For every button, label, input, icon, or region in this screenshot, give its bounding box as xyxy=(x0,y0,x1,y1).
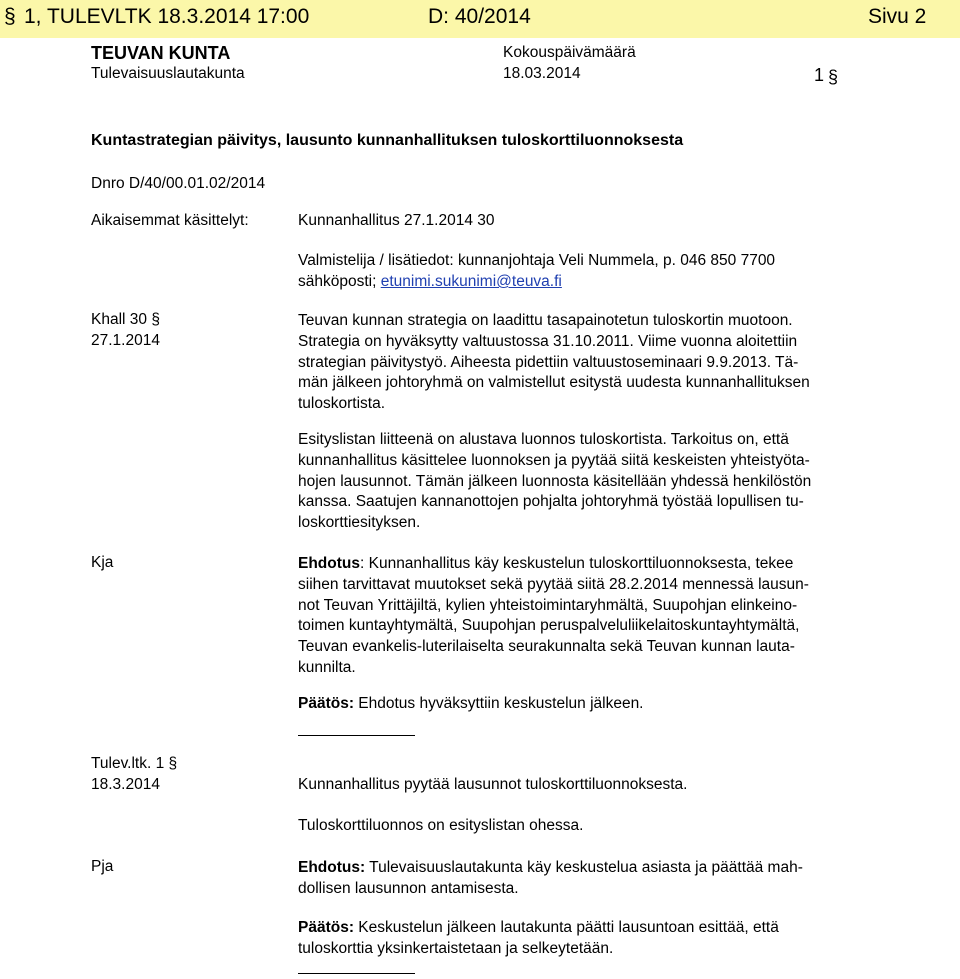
header-doc-number: D: 40/2014 xyxy=(428,5,531,28)
text-line: loskorttiesityksen. xyxy=(298,514,421,532)
text-line: not Teuvan Yrittäjiltä, kylien yhteistoimintaryhmältä, Suupohjan elinkeino- xyxy=(298,596,798,614)
tulevltk-label xyxy=(91,755,177,773)
org-unit: Tulevaisuuslautakunta xyxy=(91,65,245,82)
header-page-number: Sivu 2 xyxy=(868,5,927,28)
proposal-text: Tulevaisuuslautakunta käy keskustelua asiasta ja päättää mah- xyxy=(365,859,803,876)
pja-decision xyxy=(298,918,779,960)
text-line: kunnanhallitus käsittelee luonnoksen ja pyytää siitä keskeisten yhteistyöta- xyxy=(298,451,810,469)
text-line: Teuvan evankelis-luterilaiselta seurakunnalta sekä Teuvan kunnan lauta- xyxy=(298,638,795,656)
decision-label: Päätös: xyxy=(298,919,354,936)
text-line: strategian päivitystyö. Aiheesta pidettiin valtuustoseminaari 9.9.2013. Tä- xyxy=(298,353,799,371)
text-line: män jälkeen johtoryhmä on valmistellut esitystä uudesta kunnanhallituksen xyxy=(298,374,810,392)
header-meeting-text: 1, TULEVLTK 18.3.2014 17:00 xyxy=(24,5,310,28)
pja-proposal xyxy=(298,858,803,900)
pja-label: Pja xyxy=(91,858,114,875)
khall-label-text: Khall 30 xyxy=(91,311,148,328)
text-line xyxy=(298,554,809,575)
section-mark: § xyxy=(168,755,178,772)
kja-decision xyxy=(298,695,644,713)
tulevltk-line-2: Tuloskorttiluonnos on esityslistan ohessa. xyxy=(298,817,584,834)
text-line: hojen lausunnot. Tämän jälkeen luonnosta käsitellään yhdessä henkilöstön xyxy=(298,472,812,490)
proposal-label: Ehdotus xyxy=(298,555,360,572)
proposal-text: : Kunnanhallitus käy keskustelun tuloskorttiluonnoksesta, tekee xyxy=(360,555,794,572)
text-line: tuloskortista. xyxy=(298,395,386,413)
previous-handling-value: Kunnanhallitus 27.1.2014 30 xyxy=(298,212,495,229)
text-line: kanssa. Saatujen kannanottojen pohjalta johtoryhmä työstää lopullisen tu- xyxy=(298,493,804,511)
kja-proposal xyxy=(298,554,809,679)
text-line: Esityslistan liitteenä on alustava luonnos tuloskortista. Tarkoitus on, että xyxy=(298,431,789,448)
section-number: 1 xyxy=(814,65,825,85)
text-line: siihen tarvittavat muutokset sekä pyytää siitä 28.2.2014 mennessä lausun- xyxy=(298,575,809,593)
preparer-line: Valmistelija / lisätiedot: kunnanjohtaja Veli Nummela, p. 046 850 7700 xyxy=(298,252,776,269)
text-line: tuloskorttia yksinkertaistetaan ja selkeytetään. xyxy=(298,939,614,957)
decision-text: Ehdotus hyväksyttiin keskustelun jälkeen. xyxy=(354,695,644,712)
text-line xyxy=(298,918,779,939)
text-line: toimen kuntayhtymältä, Suupohjan peruspalveluliikelaitoskuntayhtymältä, xyxy=(298,617,800,635)
khall-paragraph-1 xyxy=(298,311,810,415)
section-mark: § xyxy=(828,67,839,87)
section-mark: § xyxy=(4,5,16,28)
meeting-date: 18.03.2014 xyxy=(503,65,581,82)
text-line: kunnilta. xyxy=(298,658,356,676)
tulevltk-date: 18.3.2014 xyxy=(91,776,160,793)
document-header-bar xyxy=(0,0,960,38)
text-line: Teuvan kunnan strategia on laadittu tasapainotetun tuloskortin muotoon. xyxy=(298,312,793,329)
decision-text: Keskustelun jälkeen lautakunta päätti lausuntoan esittää, että xyxy=(354,919,779,936)
khall-paragraph-2 xyxy=(298,430,811,534)
email-link[interactable]: etunimi.sukunimi@teuva.fi xyxy=(380,273,562,290)
divider-line xyxy=(298,735,415,736)
meeting-date-label: Kokouspäivämäärä xyxy=(503,44,636,61)
text-line: Strategia on hyväksytty valtuustossa 31.10.2011. Viime vuonna aloitettiin xyxy=(298,332,798,350)
section-mark: § xyxy=(151,311,160,328)
preparer-email-line xyxy=(298,273,562,291)
org-name: TEUVAN KUNTA xyxy=(91,43,231,63)
khall-label xyxy=(91,311,160,329)
proposal-label: Ehdotus: xyxy=(298,859,366,876)
tulevltk-line-1: Kunnanhallitus pyytää lausunnot tuloskorttiluonnoksesta. xyxy=(298,776,688,793)
previous-handling-label: Aikaisemmat käsittelyt: xyxy=(91,212,249,229)
kja-label: Kja xyxy=(91,554,114,571)
khall-date: 27.1.2014 xyxy=(91,332,160,349)
divider-line xyxy=(298,973,415,974)
email-prefix: sähköposti; xyxy=(298,273,381,290)
dnro: Dnro D/40/00.01.02/2014 xyxy=(91,175,266,192)
tulevltk-label-text: Tulev.ltk. 1 xyxy=(91,755,165,772)
document-title: Kuntastrategian päivitys, lausunto kunnanhallituksen tuloskorttiluonnoksesta xyxy=(91,132,684,149)
decision-label: Päätös: xyxy=(298,695,354,712)
text-line: dollisen lausunnon antamisesta. xyxy=(298,879,519,897)
text-line xyxy=(298,858,803,879)
